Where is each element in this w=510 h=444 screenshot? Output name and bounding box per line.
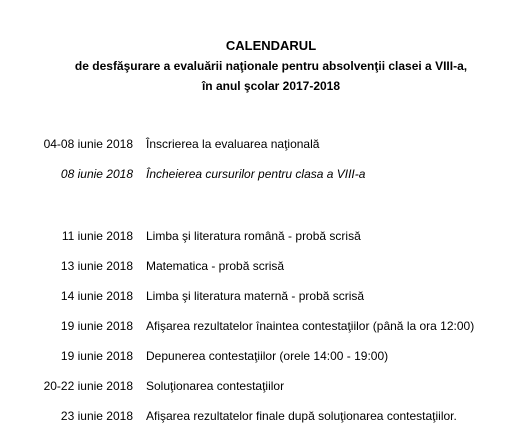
event-description: Afişarea rezultatelor înaintea contestaţiilor (până la ora 12:00) [146,319,475,333]
event-date: 13 iunie 2018 [60,259,133,273]
event-date: 20-22 iunie 2018 [43,379,133,393]
event-description: Soluţionarea contestaţiilor [146,379,285,393]
event-description: Încheierea cursurilor pentru clasa a VIII-a [146,167,366,181]
schedule-row [0,288,510,304]
event-description: Înscrierea la evaluarea naţională [146,137,320,151]
document-subtitle-line-2: în anul şcolar 2017-2018 [201,79,341,93]
event-date: 08 iunie 2018 [60,167,133,181]
document-subtitle-line-1: de desfăşurare a evaluării naţionale pentru absolvenţii clasei a VIII-a, [74,59,468,73]
event-date: 04-08 iunie 2018 [43,137,133,151]
document-title: CALENDARUL [225,38,317,53]
event-description: Limba şi literatura maternă - probă scrisă [146,289,365,303]
event-date: 19 iunie 2018 [60,319,133,333]
event-date: 14 iunie 2018 [60,289,133,303]
schedule-row [0,408,510,424]
event-date: 19 iunie 2018 [60,349,133,363]
event-description: Afişarea rezultatelor finale după soluţionarea contestaţiilor. [146,409,457,423]
schedule-row [0,348,510,364]
event-description: Matematica - probă scrisă [146,259,285,273]
schedule-row [0,378,510,394]
schedule-row [0,318,510,334]
event-description: Limba şi literatura română - probă scrisă [146,229,361,243]
event-description: Depunerea contestaţiilor (orele 14:00 - 19:00) [146,349,389,363]
schedule-row [0,136,510,152]
schedule-row [0,228,510,244]
event-date: 23 iunie 2018 [60,409,133,423]
schedule-row [0,258,510,274]
document-header [0,36,510,96]
schedule-row [0,166,510,182]
event-date: 11 iunie 2018 [61,229,133,243]
